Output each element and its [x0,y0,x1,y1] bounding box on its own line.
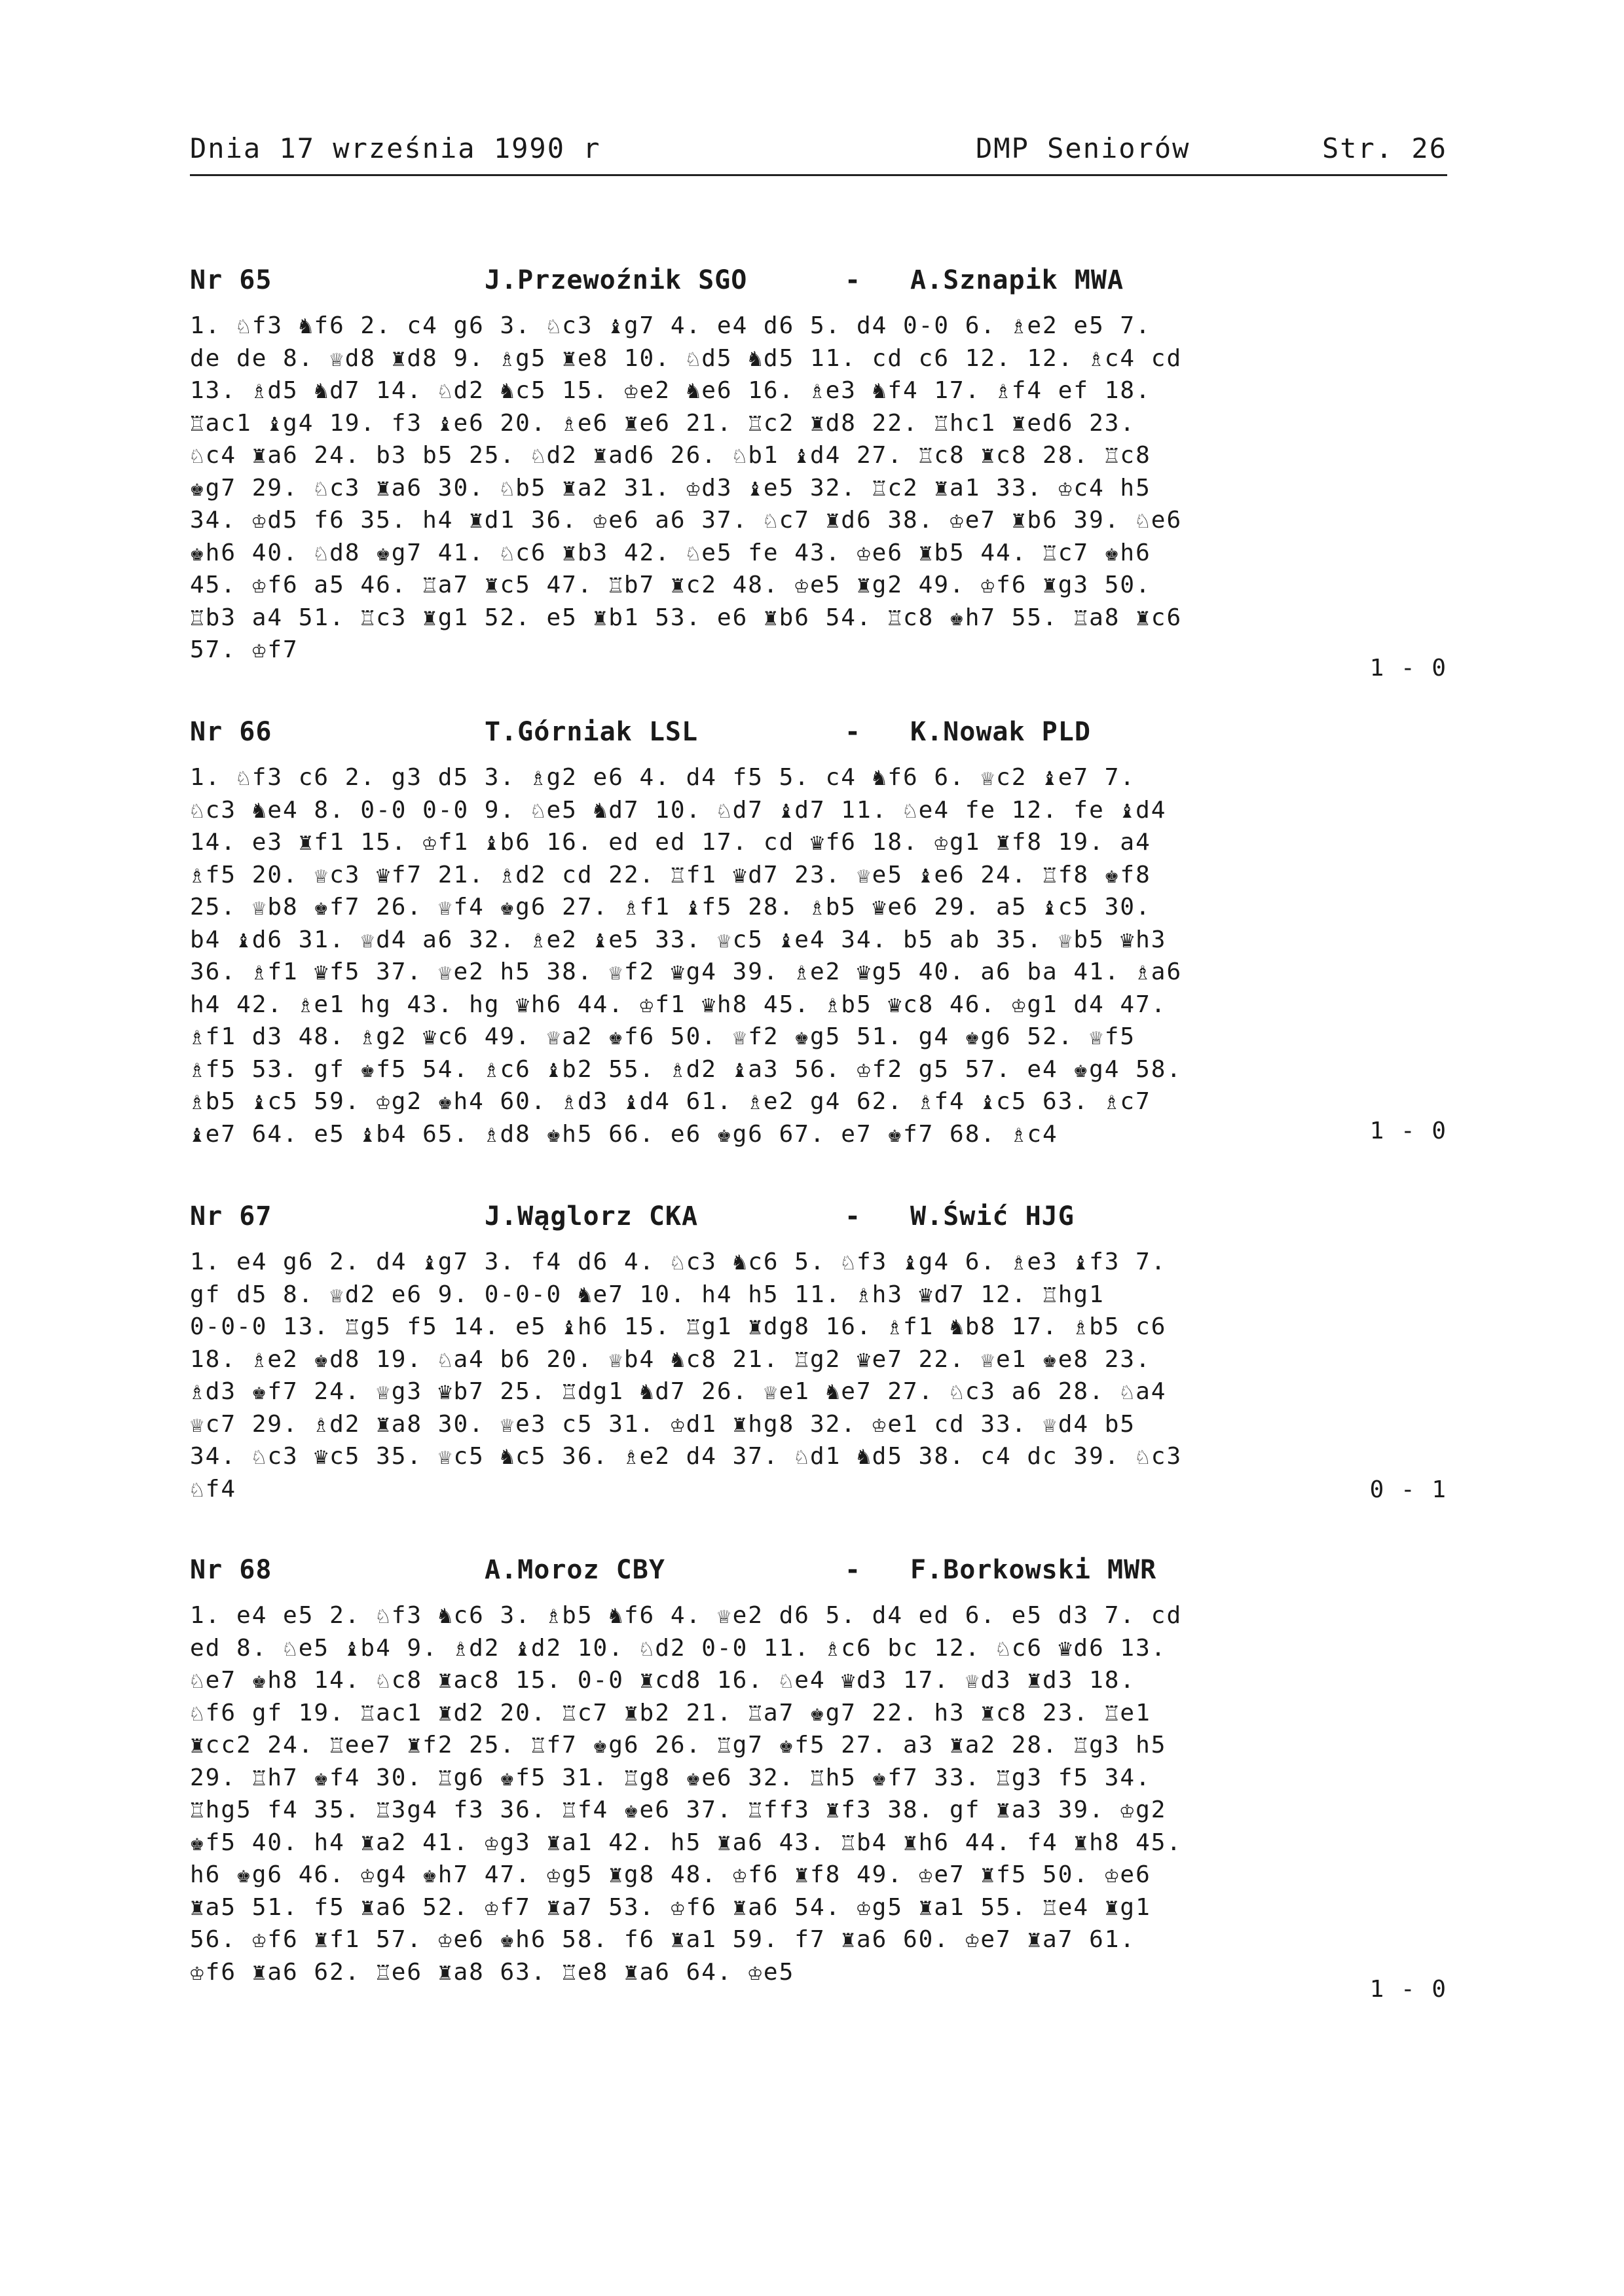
white-player: J.Przewoźnik SGO [485,265,748,295]
black-player: A.Sznapik MWA [910,265,1124,295]
game-header [190,1201,1447,1234]
header-date: Dnia 17 września 1990 r [190,132,601,164]
game-number: Nr 68 [190,1555,272,1585]
players-separator: - [845,1555,862,1585]
game-moves: 1. e4 g6 2. d4 ♝g7 3. f4 d6 4. ♘c3 ♞c6 5. ♘f3 ♝g4 6. ♗e3 ♝f3 7. gf d5 8. ♕d2 e6 9. 0-0-0 ♞e7 10. h4 h5 11. ♗h3 ♛d7 12. ♖hg1 0-0-0 13. ♖g5 f5 14. e5 ♝h6 15. ♖g1 ♜dg8 16. ♗f1 ♞b8 17. ♗b5 c6 18. ♗e2 ♚d8 19. ♘a4 b6 20. ♕b4 ♞c8 21. ♖g2 ♛e7 22. ♕e1 ♚e8 23. ♗d3 ♚f7 24. ♕g3 ♛b7 25. ♖dg1 ♞d7 26. ♕e1 ♞e7 27. ♘c3 a6 28. ♘a4 ♕c7 29. ♗d2 ♜a8 30. ♕e3 c5 31. ♔d1 ♜hg8 32. ♔e1 cd 33. ♕d4 b5 34. ♘c3 ♛c5 35. ♕c5 ♞c5 36. ♗e2 d4 37. ♘d1 ♞d5 38. c4 dc 39. ♘c3 ♘f4 [190,1248,1183,1503]
game-header [190,265,1447,298]
white-player: A.Moroz CBY [485,1555,665,1585]
black-player: F.Borkowski MWR [910,1555,1157,1585]
game-moves: 1. e4 e5 2. ♘f3 ♞c6 3. ♗b5 ♞f6 4. ♕e2 d6 5. d4 ed 6. e5 d3 7. cd ed 8. ♘e5 ♝b4 9. ♗d2 ♝d2 10. ♘d2 0-0 11. ♗c6 bc 12. ♘c6 ♛d6 13. ♘e7 ♚h8 14. ♘c8 ♜ac8 15. 0-0 ♜cd8 16. ♘e4 ♛d3 17. ♕d3 ♜d3 18. ♘f6 gf 19. ♖ac1 ♜d2 20. ♖c7 ♜b2 21. ♖a7 ♚g7 22. h3 ♜c8 23. ♖e1 ♜cc2 24. ♖ee7 ♜f2 25. ♖f7 ♚g6 26. ♖g7 ♚f5 27. a3 ♜a2 28. ♖g3 h5 29. ♖h7 ♚f4 30. ♖g6 ♚f5 31. ♖g8 ♚e6 32. ♖h5 ♚f7 33. ♖g3 f5 34. ♖hg5 f4 35. ♖3g4 f3 36. ♖f4 ♚e6 37. ♖ff3 ♜f3 38. gf ♜a3 39. ♔g2 ♚f5 40. h4 ♜a2 41. ♔g3 ♜a1 42. h5 ♜a6 43. ♖b4 ♜h6 44. f4 ♜h8 45. h6 ♚g6 46. ♔g4 ♚h7 47. ♔g5 ♜g8 48. ♔f6 ♜f8 49. ♔e7 ♜f5 50. ♔e6 ♜a5 51. f5 ♜a6 52. ♔f7 ♜a7 53. ♔f6 ♜a6 54. ♔g5 ♜a1 55. ♖e4 ♜g1 56. ♔f6 ♜f1 57. ♔e6 ♚h6 58. f6 ♜a1 59. f7 ♜a6 60. ♔e7 ♜a7 61. ♔f6 ♜a6 62. ♖e6 ♜a8 63. ♖e8 ♜a6 64. ♔e5 [190,1602,1183,1986]
game-number: Nr 66 [190,717,272,747]
game-header [190,717,1447,750]
black-player: W.Świć HJG [910,1201,1075,1231]
game-moves: 1. ♘f3 c6 2. g3 d5 3. ♗g2 e6 4. d4 f5 5. c4 ♞f6 6. ♕c2 ♝e7 7. ♘c3 ♞e4 8. 0-0 0-0 9. ♘e5 ♞d7 10. ♘d7 ♝d7 11. ♘e4 fe 12. fe ♝d4 14. e3 ♜f1 15. ♔f1 ♝b6 16. ed ed 17. cd ♛f6 18. ♔g1 ♜f8 19. a4 ♗f5 20. ♕c3 ♛f7 21. ♗d2 cd 22. ♖f1 ♛d7 23. ♕e5 ♝e6 24. ♖f8 ♚f8 25. ♕b8 ♚f7 26. ♕f4 ♚g6 27. ♗f1 ♝f5 28. ♗b5 ♛e6 29. a5 ♝c5 30. b4 ♝d6 31. ♕d4 a6 32. ♗e2 ♝e5 33. ♕c5 ♝e4 34. b5 ab 35. ♕b5 ♛h3 36. ♗f1 ♛f5 37. ♕e2 h5 38. ♕f2 ♛g4 39. ♗e2 ♛g5 40. a6 ba 41. ♗a6 h4 42. ♗e1 hg 43. hg ♛h6 44. ♔f1 ♛h8 45. ♗b5 ♛c8 46. ♔g1 d4 47. ♗f1 d3 48. ♗g2 ♛c6 49. ♕a2 ♚f6 50. ♕f2 ♚g5 51. g4 ♚g6 52. ♕f5 ♗f5 53. gf ♚f5 54. ♗c6 ♝b2 55. ♗d2 ♝a3 56. ♔f2 g5 57. e4 ♚g4 58. ♗b5 ♝c5 59. ♔g2 ♚h4 60. ♗d3 ♝d4 61. ♗e2 g4 62. ♗f4 ♝c5 63. ♗c7 ♝e7 64. e5 ♝b4 65. ♗d8 ♚h5 66. e6 ♚g6 67. e7 ♚f7 68. ♗c4 [190,764,1183,1148]
players-separator: - [845,1201,862,1231]
header-page-number: Str. 26 [1321,132,1447,164]
game-number: Nr 65 [190,265,272,295]
game-65 [190,265,1447,682]
game-result: 0 - 1 [1369,1476,1447,1503]
players-separator: - [845,717,862,747]
players-separator: - [845,265,862,295]
game-number: Nr 67 [190,1201,272,1231]
game-result: 1 - 0 [1369,655,1447,682]
game-68 [190,1555,1447,2003]
game-moves: 1. ♘f3 ♞f6 2. c4 g6 3. ♘c3 ♝g7 4. e4 d6 5. d4 0-0 6. ♗e2 e5 7. de de 8. ♕d8 ♜d8 9. ♗g5 ♜e8 10. ♘d5 ♞d5 11. cd c6 12. 12. ♗c4 cd 13. ♗d5 ♞d7 14. ♘d2 ♞c5 15. ♔e2 ♞e6 16. ♗e3 ♞f4 17. ♗f4 ef 18. ♖ac1 ♝g4 19. f3 ♝e6 20. ♗e6 ♜e6 21. ♖c2 ♜d8 22. ♖hc1 ♜ed6 23. ♘c4 ♜a6 24. b3 b5 25. ♘d2 ♜ad6 26. ♘b1 ♝d4 27. ♖c8 ♜c8 28. ♖c8 ♚g7 29. ♘c3 ♜a6 30. ♘b5 ♜a2 31. ♔d3 ♝e5 32. ♖c2 ♜a1 33. ♔c4 h5 34. ♔d5 f6 35. h4 ♜d1 36. ♔e6 a6 37. ♘c7 ♜d6 38. ♔e7 ♜b6 39. ♘e6 ♚h6 40. ♘d8 ♚g7 41. ♘c6 ♜b3 42. ♘e5 fe 43. ♔e6 ♜b5 44. ♖c7 ♚h6 45. ♔f6 a5 46. ♖a7 ♜c5 47. ♖b7 ♜c2 48. ♔e5 ♜g2 49. ♔f6 ♜g3 50. ♖b3 a4 51. ♖c3 ♜g1 52. e5 ♜b1 53. e6 ♜b6 54. ♖c8 ♚h7 55. ♖a8 ♜c6 57. ♔f7 [190,312,1183,663]
header-title: DMP Seniorów [976,132,1190,164]
game-67 [190,1201,1447,1505]
game-66 [190,717,1447,1150]
white-player: T.Górniak LSL [485,717,699,747]
page-header [190,131,1447,176]
white-player: J.Wąglorz CKA [485,1201,699,1231]
game-result: 1 - 0 [1369,1118,1447,1144]
game-header [190,1555,1447,1588]
game-result: 1 - 0 [1369,1976,1447,2003]
black-player: K.Nowak PLD [910,717,1091,747]
